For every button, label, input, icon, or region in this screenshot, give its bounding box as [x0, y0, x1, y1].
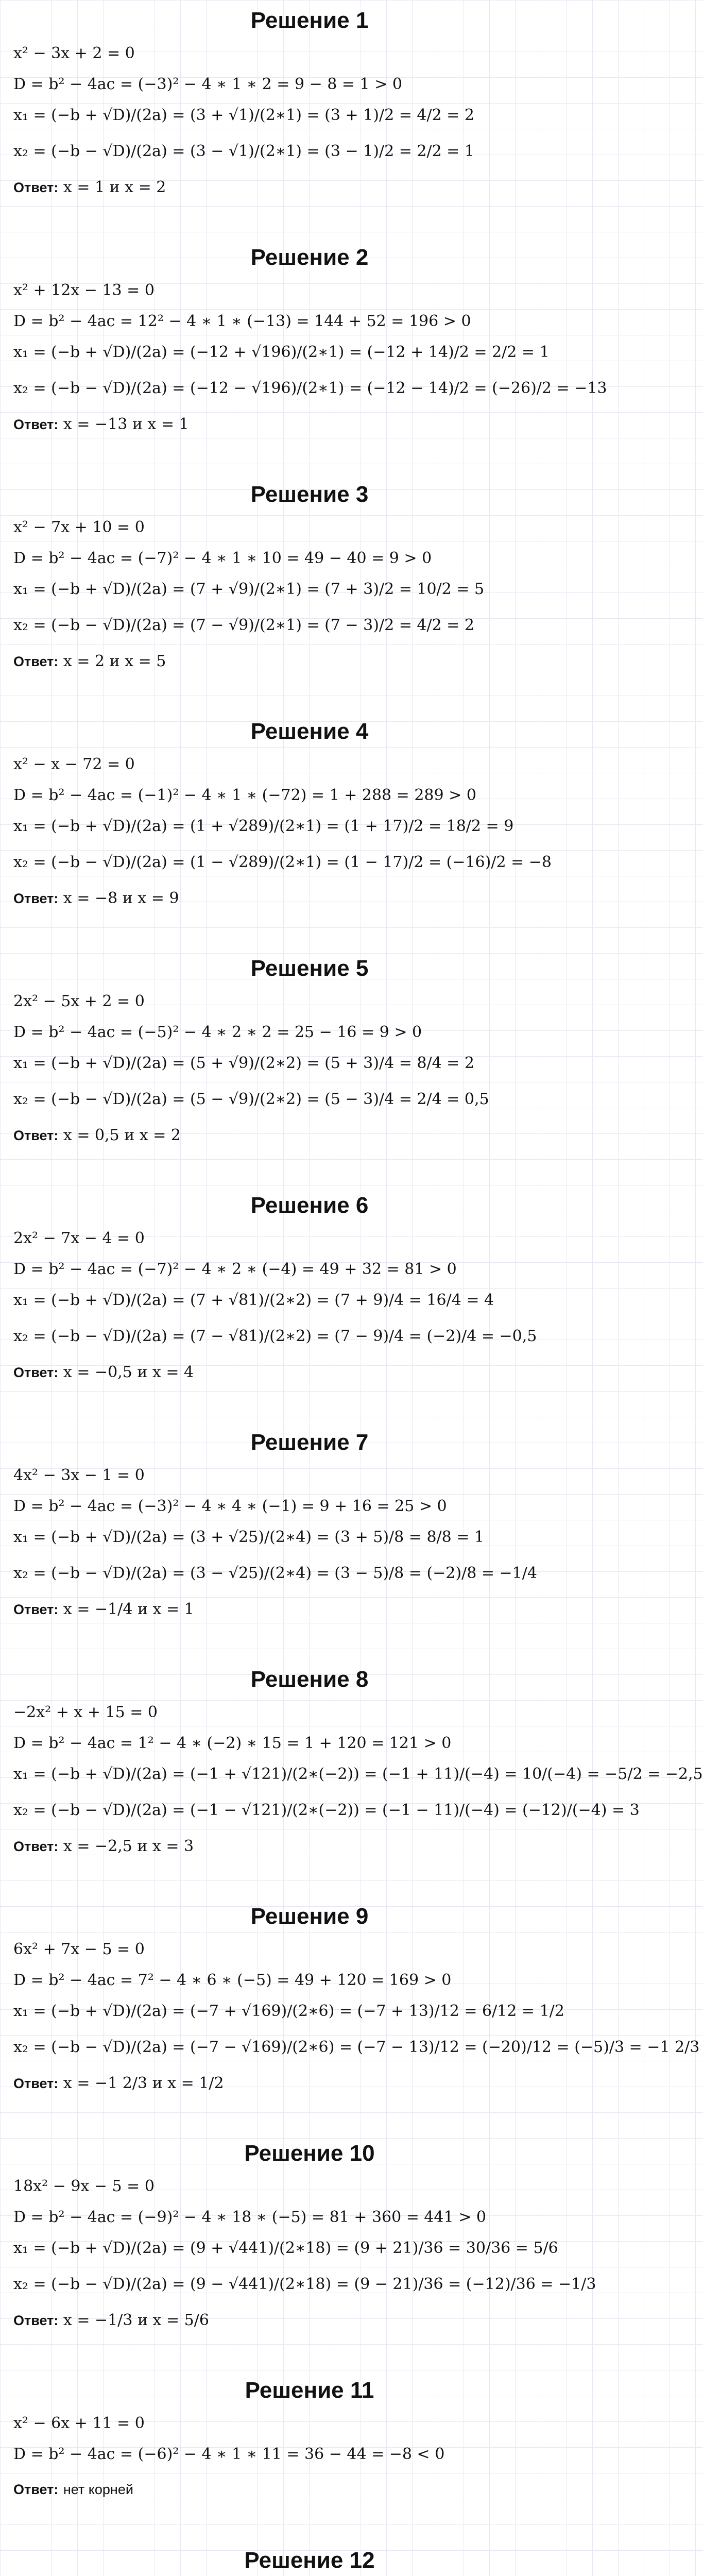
- answer-label: Ответ:: [13, 417, 59, 432]
- root-x2: x₂ = (−b − √D)/(2a) = (3 − √25)/(2∗4) = (3 − 5)/8 = (−2)/8 = −1/4: [13, 1564, 537, 1582]
- equation: x² − 3x + 2 = 0: [13, 44, 135, 62]
- answer-text: x = 2 и x = 5: [63, 652, 166, 670]
- answer-text: x = −8 и x = 9: [63, 889, 179, 907]
- discriminant: D = b² − 4ac = (−3)² − 4 ∗ 4 ∗ (−1) = 9 + 16 = 25 > 0: [13, 1497, 447, 1515]
- answer-text: x = −1/4 и x = 1: [63, 1600, 194, 1618]
- solution-5: [0, 953, 619, 1190]
- discriminant: D = b² − 4ac = 7² − 4 ∗ 6 ∗ (−5) = 49 + 120 = 169 > 0: [13, 1971, 452, 1989]
- solution-7: [0, 1427, 619, 1664]
- answer: [13, 1598, 194, 1621]
- equation: 18x² − 9x − 5 = 0: [13, 2177, 155, 2195]
- solution-1: [0, 5, 619, 242]
- solution-title: Решение 8: [250, 1667, 369, 1692]
- solution-title: Решение 4: [250, 719, 369, 744]
- discriminant: D = b² − 4ac = (−5)² − 4 ∗ 2 ∗ 2 = 25 − 16 = 9 > 0: [13, 1023, 422, 1041]
- root-x2: x₂ = (−b − √D)/(2a) = (7 − √9)/(2∗1) = (7 − 3)/2 = 4/2 = 2: [13, 616, 474, 634]
- answer: [13, 887, 179, 910]
- answer-text: x = 0,5 и x = 2: [63, 1126, 181, 1144]
- solution-8: [0, 1664, 703, 1901]
- solution-11: [0, 2375, 619, 2540]
- solution-title: Решение 1: [250, 8, 369, 33]
- answer-label: Ответ:: [13, 1602, 59, 1617]
- root-x1: x₁ = (−b + √D)/(2a) = (5 + √9)/(2∗2) = (5 + 3)/4 = 8/4 = 2: [13, 1054, 474, 1072]
- equation: x² − 7x + 10 = 0: [13, 518, 145, 536]
- root-x1: x₁ = (−b + √D)/(2a) = (−12 + √196)/(2∗1) = (−12 + 14)/2 = 2/2 = 1: [13, 343, 550, 361]
- answer: [13, 413, 189, 436]
- solution-6: [0, 1190, 619, 1427]
- discriminant: D = b² − 4ac = (−6)² − 4 ∗ 1 ∗ 11 = 36 − 44 = −8 < 0: [13, 2445, 445, 2463]
- answer-label: Ответ:: [13, 1365, 59, 1380]
- root-x2: x₂ = (−b − √D)/(2a) = (1 − √289)/(2∗1) = (1 − 17)/2 = (−16)/2 = −8: [13, 853, 552, 871]
- answer-label: Ответ:: [13, 2313, 59, 2328]
- answer: [13, 2478, 133, 2501]
- answer: [13, 1835, 194, 1858]
- equation: 6x² + 7x − 5 = 0: [13, 1940, 145, 1958]
- solution-12: [0, 2545, 619, 2576]
- solution-title: Решение 3: [250, 482, 369, 507]
- discriminant: D = b² − 4ac = 1² − 4 ∗ (−2) ∗ 15 = 1 + 120 = 121 > 0: [13, 1734, 452, 1752]
- discriminant: D = b² − 4ac = (−9)² − 4 ∗ 18 ∗ (−5) = 81 + 360 = 441 > 0: [13, 2208, 486, 2226]
- root-x2: x₂ = (−b − √D)/(2a) = (−1 − √121)/(2∗(−2)) = (−1 − 11)/(−4) = (−12)/(−4) = 3: [13, 1801, 640, 1819]
- root-x2: x₂ = (−b − √D)/(2a) = (9 − √441)/(2∗18) = (9 − 21)/36 = (−12)/36 = −1/3: [13, 2275, 596, 2293]
- root-x1: x₁ = (−b + √D)/(2a) = (7 + √9)/(2∗1) = (7 + 3)/2 = 10/2 = 5: [13, 580, 485, 598]
- answer-label: Ответ:: [13, 654, 59, 669]
- solution-title: Решение 11: [245, 2378, 374, 2403]
- root-x2: x₂ = (−b − √D)/(2a) = (3 − √1)/(2∗1) = (3 − 1)/2 = 2/2 = 1: [13, 142, 474, 160]
- answer-text: x = −2,5 и x = 3: [63, 1837, 194, 1855]
- root-x2: x₂ = (−b − √D)/(2a) = (5 − √9)/(2∗2) = (5 − 3)/4 = 2/4 = 0,5: [13, 1090, 489, 1108]
- discriminant: D = b² − 4ac = (−3)² − 4 ∗ 1 ∗ 2 = 9 − 8 = 1 > 0: [13, 75, 402, 93]
- answer: [13, 2309, 209, 2332]
- answer: [13, 1124, 181, 1147]
- answer-label: Ответ:: [13, 2482, 59, 2497]
- equation: −2x² + x + 15 = 0: [13, 1703, 158, 1721]
- answer-text: x = 1 и x = 2: [63, 178, 166, 196]
- solution-title: Решение 10: [244, 2141, 375, 2166]
- solution-10: [0, 2138, 619, 2375]
- answer: [13, 650, 166, 673]
- solution-4: [0, 716, 619, 953]
- equation: 4x² − 3x − 1 = 0: [13, 1466, 145, 1484]
- root-x1: x₁ = (−b + √D)/(2a) = (7 + √81)/(2∗2) = (7 + 9)/4 = 16/4 = 4: [13, 1291, 494, 1309]
- solution-2: [0, 242, 619, 479]
- answer-label: Ответ:: [13, 891, 59, 906]
- equation: 2x² − 5x + 2 = 0: [13, 992, 145, 1010]
- root-x1: x₁ = (−b + √D)/(2a) = (9 + √441)/(2∗18) = (9 + 21)/36 = 30/36 = 5/6: [13, 2239, 558, 2257]
- solution-title: Решение 12: [244, 2548, 375, 2573]
- discriminant: D = b² − 4ac = (−7)² − 4 ∗ 1 ∗ 10 = 49 − 40 = 9 > 0: [13, 549, 432, 567]
- root-x1: x₁ = (−b + √D)/(2a) = (−1 + √121)/(2∗(−2)) = (−1 + 11)/(−4) = 10/(−4) = −5/2 = −2,5: [13, 1765, 703, 1783]
- equation: 2x² − 7x − 4 = 0: [13, 1229, 145, 1247]
- equation: x² − 6x + 11 = 0: [13, 2414, 145, 2432]
- solution-title: Решение 6: [250, 1193, 369, 1218]
- answer-text: нет корней: [63, 2482, 133, 2497]
- answer-label: Ответ:: [13, 2076, 59, 2091]
- answer-text: x = −13 и x = 1: [63, 415, 189, 433]
- root-x1: x₁ = (−b + √D)/(2a) = (3 + √1)/(2∗1) = (3 + 1)/2 = 4/2 = 2: [13, 106, 474, 124]
- answer: [13, 2072, 224, 2095]
- answer-text: x = −1 2/3 и x = 1/2: [63, 2074, 224, 2092]
- answer-label: Ответ:: [13, 1839, 59, 1854]
- answer-text: x = −1/3 и x = 5/6: [63, 2311, 209, 2329]
- discriminant: D = b² − 4ac = 12² − 4 ∗ 1 ∗ (−13) = 144 + 52 = 196 > 0: [13, 312, 471, 330]
- root-x2: x₂ = (−b − √D)/(2a) = (−12 − √196)/(2∗1) = (−12 − 14)/2 = (−26)/2 = −13: [13, 379, 607, 397]
- solution-title: Решение 9: [250, 1904, 369, 1929]
- answer-text: x = −0,5 и x = 4: [63, 1363, 194, 1381]
- root-x2: x₂ = (−b − √D)/(2a) = (7 − √81)/(2∗2) = (7 − 9)/4 = (−2)/4 = −0,5: [13, 1327, 537, 1345]
- discriminant: D = b² − 4ac = (−7)² − 4 ∗ 2 ∗ (−4) = 49 + 32 = 81 > 0: [13, 1260, 457, 1278]
- root-x1: x₁ = (−b + √D)/(2a) = (3 + √25)/(2∗4) = (3 + 5)/8 = 8/8 = 1: [13, 1528, 485, 1546]
- solution-title: Решение 5: [250, 956, 369, 981]
- answer: [13, 176, 166, 199]
- root-x2: x₂ = (−b − √D)/(2a) = (−7 − √169)/(2∗6) = (−7 − 13)/12 = (−20)/12 = (−5)/3 = −1 2/3: [13, 2038, 700, 2056]
- solution-title: Решение 7: [250, 1430, 369, 1455]
- solution-3: [0, 479, 619, 716]
- equation: x² − x − 72 = 0: [13, 755, 135, 773]
- answer: [13, 1361, 194, 1384]
- discriminant: D = b² − 4ac = (−1)² − 4 ∗ 1 ∗ (−72) = 1 + 288 = 289 > 0: [13, 786, 476, 804]
- root-x1: x₁ = (−b + √D)/(2a) = (1 + √289)/(2∗1) = (1 + 17)/2 = 18/2 = 9: [13, 817, 514, 835]
- root-x1: x₁ = (−b + √D)/(2a) = (−7 + √169)/(2∗6) = (−7 + 13)/12 = 6/12 = 1/2: [13, 2002, 564, 2020]
- equation: x² + 12x − 13 = 0: [13, 281, 155, 299]
- solution-9: [0, 1901, 700, 2138]
- answer-label: Ответ:: [13, 1128, 59, 1143]
- answer-label: Ответ:: [13, 180, 59, 195]
- solution-title: Решение 2: [250, 245, 369, 270]
